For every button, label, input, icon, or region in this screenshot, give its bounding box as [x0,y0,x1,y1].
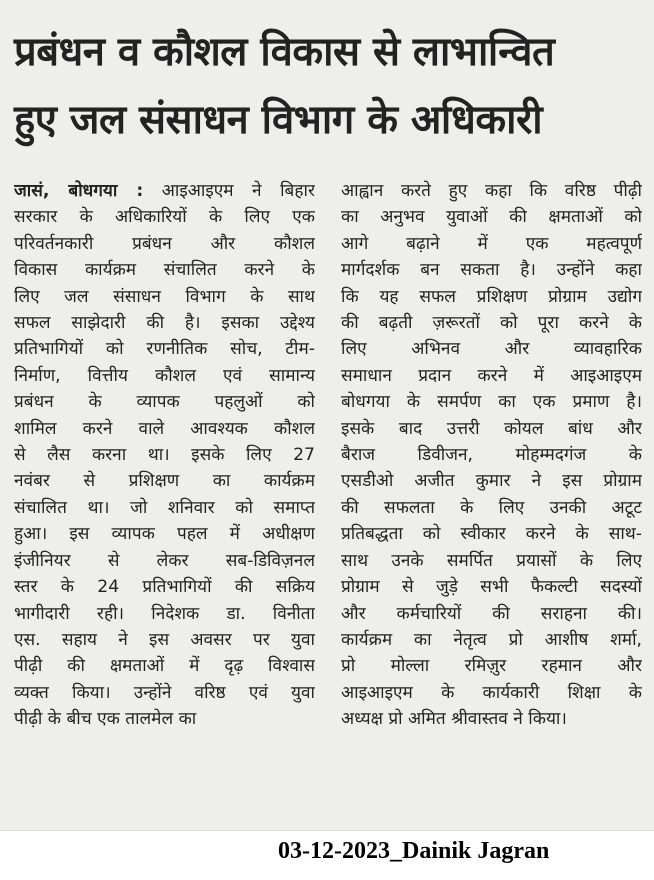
line-text: से लैस करना था। इसके लिए 27 [14,445,315,466]
line-text: आइआइएम ने बिहार [161,181,315,201]
column-1-line [14,627,315,653]
line-text: विकास कार्यक्रम संचालित करने के [14,260,315,281]
column-1-line [14,574,315,600]
column-2-line [341,706,642,732]
column-1-line [14,706,315,732]
column-2-line [341,548,642,574]
column-2-line [341,363,642,389]
column-1-line [14,257,315,283]
column-2-line [341,284,642,310]
column-1-line [14,680,315,706]
column-2-line [341,574,642,600]
line-text: परिवर्तनकारी प्रबंधन और कौशल [14,233,315,254]
column-2-line [341,204,642,230]
column-1-line [14,601,315,627]
line-text: मार्गदर्शक बन सकता है। उन्होंने कहा [341,260,642,281]
line-text: स्तर के 24 प्रतिभागियों की सक्रिय [14,577,315,598]
column-2-line [341,601,642,627]
line-text: अध्यक्ष प्रो अमित श्रीवास्तव ने किया। [341,709,567,730]
column-2-line [341,389,642,415]
dateline: जासं, बोधगया : [14,181,144,201]
line-text: बैराज डिवीजन, मोहम्मदगंज के [341,445,642,466]
column-1-line [14,548,315,574]
line-text: और कर्मचारियों की सराहना की। [341,603,642,624]
column-1-line [14,336,315,362]
headline-line-2: हुए जल संसाधन विभाग के अधिकारी [14,97,543,143]
line-text: इसके बाद उत्तरी कोयल बांध और [341,418,642,439]
column-2-line [341,310,642,336]
line-text: प्रतिबद्धता को स्वीकार करने के साथ- [341,524,642,545]
line-text: आइआइएम के कार्यकारी शिक्षा के [341,682,642,703]
column-2-line [341,442,642,468]
line-text: प्रतिभागियों को रणनीतिक सोच, टीम- [14,339,315,360]
article-column-1 [14,178,315,818]
column-1-line [14,363,315,389]
line-text: सफल साझेदारी की है। इसका उद्देश्य [14,313,315,334]
column-1-line [14,310,315,336]
line-text: इंजीनियर से लेकर सब-डिविज़नल [14,550,315,571]
column-2-line [341,627,642,653]
headline [14,18,642,154]
column-1-line [14,416,315,442]
line-text: कार्यक्रम का नेतृत्व प्रो आशीष शर्मा, [341,629,642,650]
line-text: शामिल करने वाले आवश्यक कौशल [14,418,315,439]
line-text: आह्वान करते हुए कहा कि वरिष्ठ पीढ़ी [341,181,642,201]
column-2-line [341,416,642,442]
line-text: प्रबंधन के व्यापक पहलुओं को [14,392,315,413]
line-text: नवंबर से प्रशिक्षण का कार्यक्रम [14,471,315,492]
column-1-line [14,495,315,521]
line-text: संचालित था। जो शनिवार को समाप्त [14,497,315,518]
column-2-line [341,680,642,706]
line-text: साथ उनके समर्पित प्रयासों के लिए [341,550,642,571]
column-1-line [14,204,315,230]
column-1-line [14,468,315,494]
line-text: हुआ। इस व्यापक पहल में अधीक्षण [14,524,315,545]
column-2-line [341,336,642,362]
line-text: एस. सहाय ने इस अवसर पर युवा [14,629,315,650]
column-1-line [14,389,315,415]
line-text: प्रोग्राम से जुड़े सभी फैकल्टी सदस्यों [341,577,642,598]
line-text: सरकार के अधिकारियों के लिए एक [14,207,315,228]
column-1-line [14,231,315,257]
headline-line-1: प्रबंधन व कौशल विकास से लाभान्वित [14,29,555,75]
line-text: भागीदारी रही। निदेशक डा. विनीता [14,603,315,624]
line-text: पीढ़ी के बीच एक तालमेल का [14,709,197,730]
article-column-2 [341,178,642,818]
line-text: आगे बढ़ाने में एक महत्वपूर्ण [341,233,642,254]
line-text: प्रो मोल्ला रमिज़ुर रहमान और [341,656,642,677]
line-text: निर्माण, वित्तीय कौशल एवं सामान्य [14,365,315,386]
column-2-line [341,231,642,257]
column-2-line [341,521,642,547]
line-text: का अनुभव युवाओं की क्षमताओं को [341,207,642,228]
line-text: समाधान प्रदान करने में आइआइएम [341,365,642,386]
column-2-line [341,653,642,679]
line-text: लिए जल संसाधन विभाग के साथ [14,286,315,307]
line-text: की सफलता के लिए उनकी अटूट [341,497,642,518]
column-1-line [14,521,315,547]
line-text: पीढ़ी की क्षमताओं में दृढ़ विश्वास [14,656,315,677]
line-text: एसडीओ अजीत कुमार ने इस प्रोग्राम [341,471,642,492]
column-2-line [341,495,642,521]
column-1-line [14,178,315,204]
column-1-line [14,653,315,679]
column-1-line [14,442,315,468]
source-caption: 03-12-2023_Dainik Jagran [278,838,550,864]
line-text: लिए अभिनव और व्यावहारिक [341,339,642,360]
column-2-line [341,178,642,204]
column-2-line [341,257,642,283]
column-1-line [14,284,315,310]
article-body [14,178,642,818]
line-text: बोधगया के समर्पण का एक प्रमाण है। [341,392,642,413]
line-text: की बढ़ती ज़रूरतों को पूरा करने के [341,313,642,334]
column-2-line [341,468,642,494]
line-text: व्यक्त किया। उन्होंने वरिष्ठ एवं युवा [14,682,315,703]
line-text: कि यह सफल प्रशिक्षण प्रोग्राम उद्योग [341,286,642,307]
